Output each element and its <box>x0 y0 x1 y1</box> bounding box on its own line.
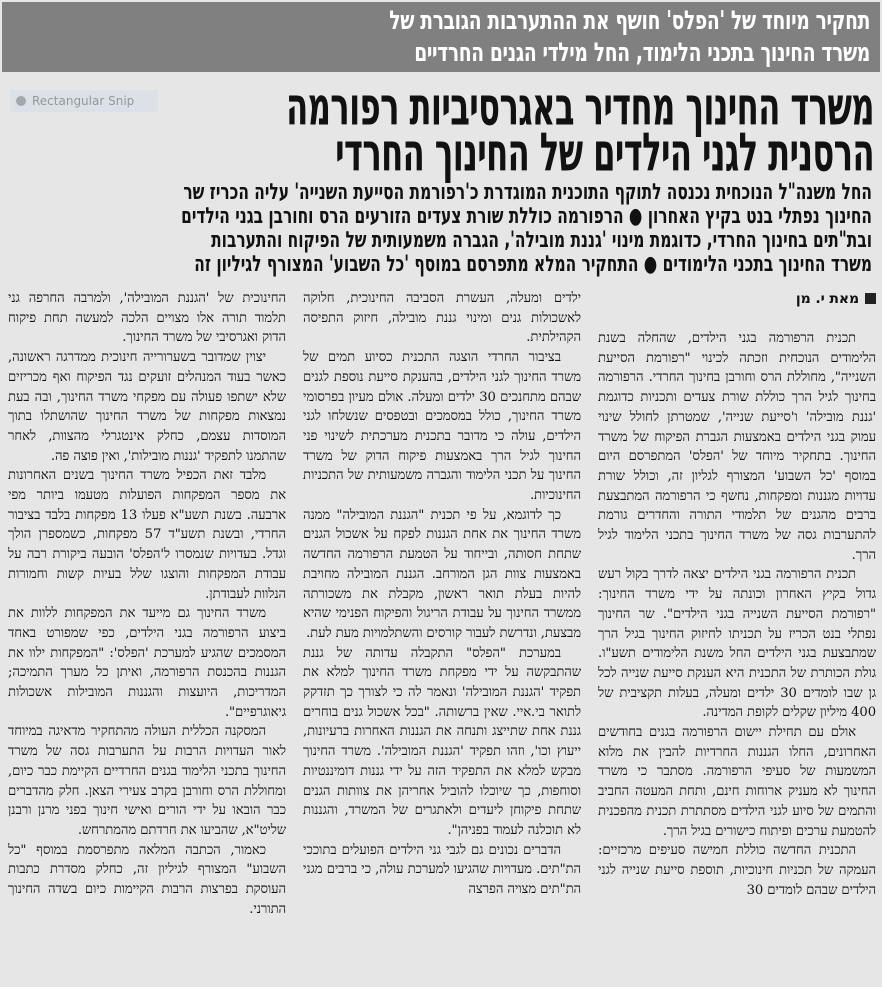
column-3 <box>8 289 286 987</box>
byline-text: מאת י. מן <box>795 291 859 307</box>
article-subhead <box>10 181 872 277</box>
paragraph: משרד החינוך גם מייעד את המפקחות ללוות את ביצוע הרפורמה בגני הילדים, כפי שמפורט באחד המסמכים שהגיע למערכת 'הפלס': "המפקחות ילוו את הגננות בהכנסת הרפורמה, ואיתן כל מערך התמיכה; המדריכות, היועצות והגננות המובילות אשכולות גיאוגרפיים". <box>8 606 286 720</box>
column-2 <box>303 289 581 987</box>
column-1 <box>598 289 876 987</box>
snip-tool-overlay <box>10 90 158 112</box>
paragraph: תכנית הרפורמה בגני הילדים, שהחלה בשנת הלימודים הנוכחית וזכתה לכינוי "רפורמת הסייעת השנייה", מחוללת הרס וחורבן בחינוך החרדי. הרפורמה בחינוך לגיל הרך כוללת שורת צעדים ותכניות כדוגמת 'גננת מובילה' ו'סייעת שנייה', שמטרתן לחולל שינוי עמוק בגני הילדים באמצעות הגברת הפיקוח של משרד החינוך. בתחקיר מיוחד של 'הפלס' המתפרסם היום במוסף 'כל השבוע' המצורף לגליון זה, וכולל שורת עדויות מגננות ומפקחות, נחשף כי הרפורמה המתבצעת ברבים מהגנים של תלמודי התורה והחדרים גורמת להתערבות גסה של משרד החינוך בתכני הלימוד לגיל הרך. <box>598 331 876 563</box>
paragraph: החינוכית של 'הגננת המובילה', ולמרבה החרפה גני תלמוד תורה אלו מצויים הלכה למעשה תחת פיקוח הדוק ואגרסיבי של משרד החינוך. <box>8 291 286 346</box>
paragraph: יצוין שמדובר בשערורייה חינוכית ממדרגה ראשונה, כאשר בעוד המנהלים זועקים נגד הפיקוח ואף מכריזים שלא ישתפו פעולה עם מפקחי משרד החינוך, ובה בעת נמצאות מפקחות של משרד החינוך שהושתלו בתוך המוסדות עצמם, כחלק אינטגרלי מהצוות, לאחר שהתמנו לתפקיד 'גננות מובילות', ואין פוצה פה. <box>8 350 286 464</box>
headline-line: הרסנית לגני הילדים של החינוך החרדי <box>335 122 874 184</box>
square-bullet-icon <box>865 293 876 304</box>
subhead-line: החינוך נפתלי בנט בקיץ האחרון ● הרפורמה כוללת שורת צעדים הזורעים הרס וחורבן בגני הילדים <box>181 204 873 229</box>
headline-line: משרד החינוך מחדיר באגרסיביות רפורמה <box>286 76 874 138</box>
article-body <box>6 289 878 987</box>
paragraph: התכנית החדשה כוללת חמישה סעיפים מרכזיים: העמקה של תכניות חינוכיות, תוספת סייעת שנייה לגני הילדים שבהם לומדים 30 <box>598 843 876 898</box>
snip-label: Rectangular Snip <box>32 94 135 108</box>
paragraph: תכנית הרפורמה בגני הילדים יצאה לדרך בקול רעש גדול בקיץ האחרון וכונתה על ידי משרד החינוך: "רפורמת הסייעת השנייה בגני הילדים". שר החינוך נפתלי בנט הכריז על תכניתו לחיזוק החינוך בגיל הרך שמתבצעת בגני הילדים החל משנת הלימודים תשע"ו. גולת הכותרת של התכנית היא הענקת סייעת שנייה לכל גן שבו לומדים 30 ילדים ומעלה, בעלות תקציבית של 400 מיליון שקלים לקופת המדינה. <box>598 567 876 721</box>
kicker-line: תחקיר מיוחד של 'הפלס' חושף את ההתערבות הגוברת של <box>389 6 870 36</box>
paragraph: מלבד זאת הכפיל משרד החינוך בשנים האחרונות את מספר המפקחות הפועלות מטעמו ביותר מפי ארבעה. בשנת תשע"א פעלו 13 מפקחות בלבד בציבור החרדי, ובשנת תשע"ד 57 מפקחות, כשמספרן הולך וגדל. בעדויות שנמסרו ל'הפלס' הובעה ביקורת רבה על עבודת המפקחות והוצגו שלל בעיות קשות וחמורות הנלוות לעבודתן. <box>8 468 286 602</box>
paragraph: כאמור, הכתבה המלאה מתפרסמת במוסף "כל השבוע" המצורף לגיליון זה, כחלק מסדרת כתבות העוסקת בפרצות הרבות הקיימות כיום בשדה החינוך התורני. <box>8 842 286 917</box>
paragraph: בציבור החרדי הוצגה התכנית כסיוע תמים של משרד החינוך לגני הילדים, בהענקת סייעת נוספת לגנים שבהם מתחנכים 30 ילדים ומעלה. אולם מעיון בפרסומי משרד החינוך, כולל במסמכים ובטפסים שנשלחו לגני הילדים, עולה כי מדובר בתכנית מערכתית לשינוי פני החינוך לגיל הרך באמצעות פיקוח הדוק של משרד החינוך על תכני הלימוד והגברה משמעותית של התכניות החינוכיות. <box>303 350 581 504</box>
subhead-line: החל משנה"ל הנוכחית נכנסה לתוקף התוכנית המוגדרת כ'רפורמת הסייעת השנייה' עליה הכריז שר <box>183 180 872 205</box>
paragraph: המסקנה הכללית העולה מהתחקיר מדאיגה במיוחד לאור העדויות הרבות על התערבות גסה של משרד החינוך בתכני הלימוד בגנים החרדיים הקיימת כבר כיום, ומחוללת הרס וחורבן בקרב צעירי הצאן. חלק מהדברים כבר הובאו על ידי הורים ואישי חינוך בפני מרנן ורבנן שליט"א, שהביעו את חרדתם מהמתרחש. <box>8 724 286 838</box>
paragraph: הדברים נכונים גם לגבי גני הילדים הפועלים בתוככי הת"תים. מעדויות שהגיעו למערכת עולה, כי ברבים מגני הת"תים מצויה הפרצה <box>303 842 581 898</box>
paragraph: במערכת "הפלס" התקבלה עדותה של גננת שהתבקשה על ידי מפקחת משרד החינוך למלא את תפקיד 'הגננת המובילה' ונאמר לה כי לצורך כך תזדקק לתואר בי.איי. שאין ברשותה. "בכל אשכול גנים בוחרים גננת אחת שתייצג ותנחה את הגננות האחרות ברעיונות, ייעוץ וכו', וזהו תפקיד 'הגננת המובילה'. משרד החינוך מבקש למלא את התפקיד הזה על ידי גננות דומיננטיות וסוחפות, כך שיוכלו להוביל אחריהן את צוותות הגנים שתחת פיקוחן ליעדים ולאתגרים של המשרד, והגננות לא תוכלנה לעמוד בפניהן". <box>303 645 581 838</box>
paragraph: ילדים ומעלה, העשרת הסביבה החינוכית, חלוקה לאשכולות גנים ומינוי גננת מובילה, חיזוק התפיסה הקהילתית. <box>303 291 581 346</box>
kicker-banner <box>2 2 880 72</box>
kicker-line: משרד החינוך בתכני הלימוד, החל מילדי הגנים החרדיים <box>414 38 870 68</box>
subhead-line: ובת"תים בחינוך החרדי, כדוגמת מינוי 'גננת מובילה', הגברה משמעותית של הפיקוח והתערבות <box>211 228 872 253</box>
paragraph: אולם עם תחילת יישום הרפורמה בגנים בחודשים האחרונים, החלו הגננות החרדיות להבין את מלוא המשמעות של סעיפי הרפורמה. מסתבר כי משרד החינוך לא מעניק ארוחות חינם, ותחת המעטה החביב והתמים של סיוע לגני הילדים מסתתרת תכנית מהפכנית להטמעת ערכים ופיתוח כישורים בגיל הרך. <box>598 725 876 839</box>
byline <box>598 289 876 315</box>
subhead-line: משרד החינוך בתכני הלימודים ● התחקיר המלא מתפרסם במוסף 'כל השבוע' המצורף לגיליון זה <box>194 252 873 277</box>
paragraph: כך לדוגמא, על פי תכנית "הגננת המובילה" ממנה משרד החינוך את אחת הגננות לפקח על אשכול הגנים שתחת חסותה, ובייחוד על הטמעת הרפורמה החדשה באמצעות צוות הגן המורחב. הגננת המובילה מחויבת להיות בעלת תואר ראשון, מקבלת את משכורתה ממשרד החינוך על עבודת הריגול והפיקוח הפנימי שהיא מבצעת, ונדרשת לעבור קורסים והשתלמויות מעת לעת. <box>303 507 581 641</box>
snip-dot-icon <box>16 96 26 106</box>
